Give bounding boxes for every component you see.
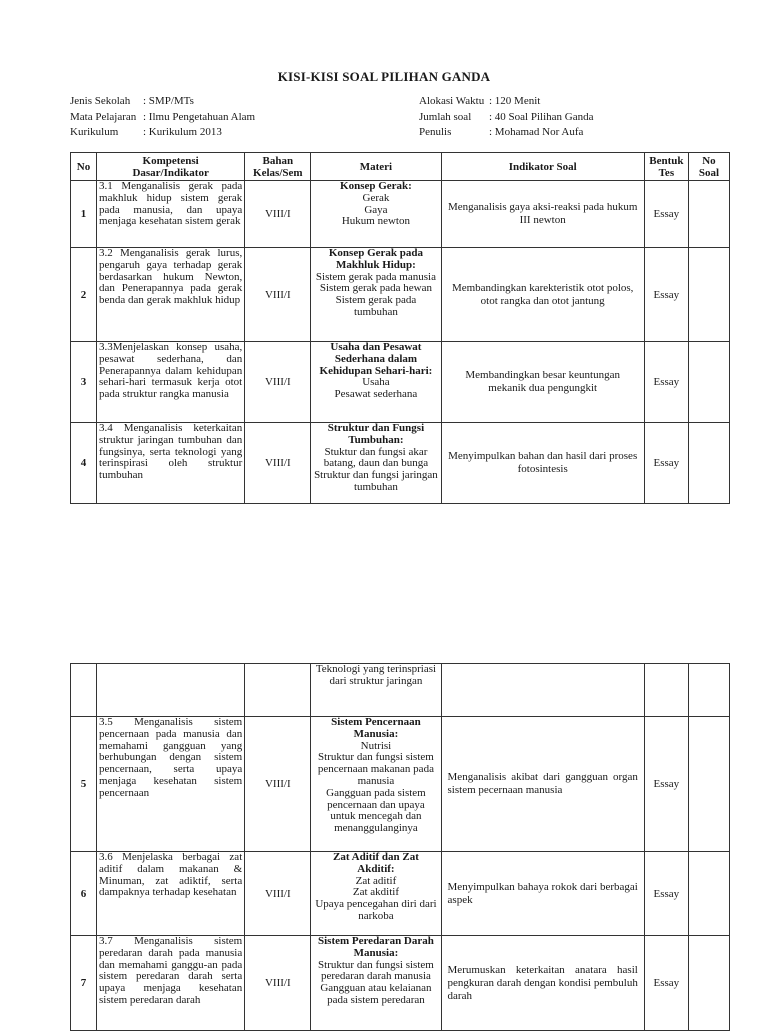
cell-bahan: VIII/I: [245, 423, 311, 504]
meta-row-mata-pelajaran: [70, 110, 255, 126]
cell-no: 3: [71, 342, 97, 423]
table-row: [71, 717, 730, 852]
cell-no-soal: [688, 342, 729, 423]
cell-bentuk: Essay: [644, 342, 688, 423]
table-row: [71, 342, 730, 423]
materi-title: Sistem Pencernaan Manusia:: [331, 716, 421, 740]
cell-indikator: Membandingkan karekteristik otot polos, otot rangka dan otot jantung: [441, 248, 644, 342]
cell-bahan: VIII/I: [245, 342, 311, 423]
materi-item: Gangguan atau kelaianan pada sistem peredaran: [320, 982, 432, 1006]
cell-bentuk: Essay: [644, 181, 688, 248]
cell-bentuk: Essay: [644, 852, 688, 936]
cell-no-soal: [688, 181, 729, 248]
cell-kompetensi: 3.7 Menganalisis sistem peredaran darah pada manusia dan memahami ganggu-an pada sistem peredaran darah serta upaya menjaga kesehatan sistem peredaran darah: [97, 936, 245, 1031]
meta-left: [70, 94, 255, 141]
cell-kompetensi: [97, 664, 245, 717]
cell-no-soal: [688, 936, 729, 1031]
table-row: [71, 423, 730, 504]
cell-indikator: Menganalisis akibat dari gangguan organ sistem pecernaan manusia: [441, 717, 644, 852]
cell-bahan: [245, 664, 311, 717]
cell-materi: [311, 248, 441, 342]
table-header-row: [71, 153, 730, 181]
meta-value: : Mohamad Nor Aufa: [489, 126, 584, 138]
table-row: [71, 852, 730, 936]
cell-indikator: Menyimpulkan bahaya rokok dari berbagai aspek: [441, 852, 644, 936]
cell-materi: [311, 423, 441, 504]
materi-item: Sistem gerak pada manusia: [315, 270, 436, 283]
meta-label: Jenis Sekolah: [70, 95, 131, 107]
table-row: [71, 181, 730, 248]
table-row-continuation: [71, 664, 730, 717]
meta-value: : Kurikulum 2013: [143, 126, 222, 138]
cell-no-soal: [688, 717, 729, 852]
meta-label: Alokasi Waktu: [419, 95, 485, 107]
materi-item: Sistem gerak pada hewan: [319, 282, 432, 295]
meta-label: Kurikulum: [70, 126, 119, 138]
header-bentuk: Bentuk Tes: [644, 153, 688, 181]
cell-materi: [311, 852, 441, 936]
meta-label: Mata Pelajaran: [70, 110, 137, 123]
materi-title: Struktur dan Fungsi Tumbuhan:: [327, 422, 425, 446]
header-kompetensi: Kompetensi Dasar/Indikator: [97, 153, 245, 181]
cell-indikator: Membandingkan besar keuntungan mekanik dua pengungkit: [441, 342, 644, 423]
cell-materi: [311, 342, 441, 423]
cell-no: 4: [71, 423, 97, 504]
cell-no: 7: [71, 936, 97, 1031]
cell-no-soal: [688, 423, 729, 504]
meta-label: Penulis: [419, 126, 452, 138]
cell-bahan: VIII/I: [245, 181, 311, 248]
materi-item: Gangguan pada sistem pencernaan dan upaya untuk mencegah dan menanggulanginya: [326, 786, 426, 835]
cell-bentuk: Essay: [644, 248, 688, 342]
materi-item: Gaya: [364, 203, 388, 216]
cell-no: 2: [71, 248, 97, 342]
materi-item: Pesawat sederhana: [334, 388, 418, 401]
meta-row-kurikulum: [70, 125, 255, 141]
cell-bentuk: Essay: [644, 423, 688, 504]
materi-item: Nutrisi: [360, 739, 392, 752]
header-indikator: Indikator Soal: [441, 153, 644, 181]
cell-no-soal: [688, 248, 729, 342]
cell-materi: [311, 717, 441, 852]
materi-item: Struktur dan fungsi sistem peredaran darah manusia: [318, 958, 434, 983]
meta-row-jenis-sekolah: [70, 94, 255, 110]
header-bahan: Bahan Kelas/Sem: [245, 153, 311, 181]
meta-right: [419, 94, 594, 141]
materi-title: Konsep Gerak pada Makhluk Hidup:: [328, 247, 423, 271]
materi-title: Usaha dan Pesawat Sederhana dalam Kehidupan Sehari-hari:: [319, 341, 433, 377]
materi-item: Upaya pencegahan diri dari narkoba: [315, 898, 437, 922]
kisi-kisi-table-page-1: [70, 152, 730, 504]
cell-no-soal: [688, 852, 729, 936]
kisi-kisi-table-page-2: [70, 663, 730, 1031]
materi-title: Sistem Peredaran Darah Manusia:: [317, 935, 434, 959]
meta-label: Jumlah soal: [419, 110, 472, 123]
cell-indikator: Menganalisis gaya aksi-reaksi pada hukum III newton: [441, 181, 644, 248]
materi-title: Zat Aditif dan Zat Akditif:: [332, 851, 419, 875]
meta-value: : SMP/MTs: [143, 95, 194, 107]
materi-item: Zat akditif: [352, 886, 399, 899]
cell-materi: [311, 181, 441, 248]
meta-row-penulis: [419, 125, 594, 141]
materi-item: Teknologi yang terinspriasi dari struktur jaringan: [315, 663, 437, 687]
header-no: No: [71, 153, 97, 181]
cell-indikator: Menyimpulkan bahan dan hasil dari proses fotosintesis: [441, 423, 644, 504]
meta-row-jumlah-soal: [419, 110, 594, 126]
meta-row-alokasi-waktu: [419, 94, 594, 110]
cell-indikator: [441, 664, 644, 717]
cell-materi: [311, 664, 441, 717]
materi-item: Hukum newton: [341, 215, 410, 228]
meta-value: : Ilmu Pengetahuan Alam: [143, 110, 256, 123]
cell-kompetensi: 3.6 Menjelaska berbagai zat aditif dalam makanan & Minuman, zat adiktif, serta dampaknya terhadap kesehatan: [97, 852, 245, 936]
materi-item: Struktur dan fungsi sistem pencernaan makanan pada manusia: [317, 751, 434, 787]
table-row: [71, 248, 730, 342]
cell-no: 5: [71, 717, 97, 852]
materi-item: Struktur dan fungsi jaringan tumbuhan: [314, 469, 438, 493]
cell-bahan: VIII/I: [245, 248, 311, 342]
meta-value: : 40 Soal Pilihan Ganda: [489, 110, 594, 123]
materi-item: Gerak: [362, 191, 390, 204]
header-no-soal: No Soal: [688, 153, 729, 181]
cell-kompetensi: 3.1 Menganalisis gerak pada makhluk hidup sistem gerak pada manusia, dan upaya menjaga kesehatan sistem gerak: [97, 181, 245, 248]
header-materi: Materi: [311, 153, 441, 181]
materi-title: Konsep Gerak:: [340, 180, 412, 192]
cell-bentuk: [644, 664, 688, 717]
cell-kompetensi: 3.2 Menganalisis gerak lurus, pengaruh gaya terhadap gerak berdasarkan hukum Newton, dan Penerapannya pada gerak benda dan gerak makhluk hidup: [97, 248, 245, 342]
cell-no: 1: [71, 181, 97, 248]
materi-item: Usaha: [362, 376, 390, 389]
materi-item: Sistem gerak pada tumbuhan: [335, 294, 417, 318]
cell-materi: [311, 936, 441, 1031]
cell-bahan: VIII/I: [245, 936, 311, 1031]
cell-no: [71, 664, 97, 717]
meta-value: : 120 Menit: [489, 95, 541, 107]
cell-no: 6: [71, 852, 97, 936]
document-title: KISI-KISI SOAL PILIHAN GANDA: [277, 69, 491, 84]
cell-kompetensi: 3.3Menjelaskan konsep usaha, pesawat sederhana, dan Penerapannya dalam kehidupan sehari-hari termasuk kerja otot pada struktur rangka manusia: [97, 342, 245, 423]
cell-bahan: VIII/I: [245, 717, 311, 852]
table-row: [71, 936, 730, 1031]
cell-bentuk: Essay: [644, 717, 688, 852]
cell-bentuk: Essay: [644, 936, 688, 1031]
cell-kompetensi: 3.5 Menganalisis sistem pencernaan pada manusia dan memahami gangguan yang berhubungan dengan sistem pencernaan, serta upaya menjaga kesehatan sistem pencernaan: [97, 717, 245, 852]
cell-indikator: Merumuskan keterkaitan anatara hasil pengkuran darah dengan kondisi pembuluh darah: [441, 936, 644, 1031]
materi-item: Stuktur dan fungsi akar batang, daun dan bunga: [323, 445, 429, 470]
cell-bahan: VIII/I: [245, 852, 311, 936]
cell-kompetensi: 3.4 Menganalisis keterkaitan struktur jaringan tumbuhan dan fungsinya, serta teknologi yang terinspirasi oleh struktur tumbuhan: [97, 423, 245, 504]
materi-item: Zat aditif: [355, 874, 397, 887]
cell-no-soal: [688, 664, 729, 717]
